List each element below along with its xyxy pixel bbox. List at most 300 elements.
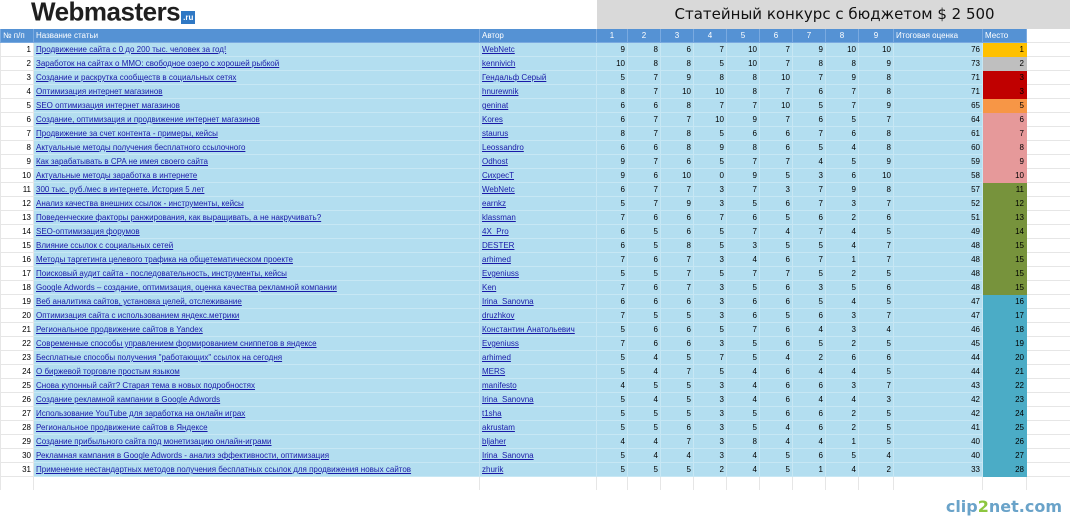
score-cell[interactable]: 6	[859, 281, 894, 295]
score-cell[interactable]: 6	[760, 141, 793, 155]
score-cell[interactable]: 5	[694, 127, 727, 141]
score-cell[interactable]: 9	[793, 43, 826, 57]
author-link[interactable]: Evgeniuss	[482, 269, 519, 278]
total-score[interactable]: 60	[894, 141, 983, 155]
score-cell[interactable]: 8	[661, 239, 694, 253]
article-link[interactable]: Создание, оптимизация и продвижение интернет магазинов	[36, 115, 260, 124]
empty-cell[interactable]	[1027, 239, 1070, 253]
score-cell[interactable]: 5	[661, 393, 694, 407]
author-link[interactable]: MERS	[482, 367, 506, 376]
score-cell[interactable]: 5	[661, 351, 694, 365]
empty-cell[interactable]	[1027, 379, 1070, 393]
score-cell[interactable]: 7	[859, 239, 894, 253]
empty-cell[interactable]	[1027, 463, 1070, 477]
score-cell[interactable]: 3	[694, 309, 727, 323]
article-cell[interactable]	[34, 281, 480, 295]
column-header-score-7[interactable]: 7	[793, 29, 826, 43]
article-link[interactable]: Оптимизация интернет магазинов	[36, 87, 163, 96]
author-cell[interactable]	[480, 85, 597, 99]
total-score[interactable]: 61	[894, 127, 983, 141]
author-cell[interactable]	[480, 463, 597, 477]
score-cell[interactable]: 4	[597, 435, 628, 449]
column-header-score-8[interactable]: 8	[826, 29, 859, 43]
score-cell[interactable]: 7	[793, 183, 826, 197]
author-cell[interactable]	[480, 197, 597, 211]
score-cell[interactable]: 7	[826, 85, 859, 99]
score-cell[interactable]: 8	[859, 71, 894, 85]
article-cell[interactable]	[34, 267, 480, 281]
empty-cell[interactable]	[1027, 99, 1070, 113]
author-cell[interactable]	[480, 141, 597, 155]
score-cell[interactable]: 5	[628, 407, 661, 421]
score-cell[interactable]: 8	[661, 99, 694, 113]
empty-cell[interactable]	[1027, 127, 1070, 141]
place-cell[interactable]: 27	[983, 449, 1027, 463]
empty-cell[interactable]	[1027, 365, 1070, 379]
column-header-score-5[interactable]: 5	[727, 29, 760, 43]
row-number[interactable]: 21	[1, 323, 34, 337]
total-score[interactable]: 51	[894, 211, 983, 225]
score-cell[interactable]: 7	[628, 71, 661, 85]
article-link[interactable]: Региональное продвижение сайтов в Yandex	[36, 325, 203, 334]
score-cell[interactable]: 7	[597, 211, 628, 225]
empty-cell[interactable]	[894, 477, 983, 491]
article-link[interactable]: Заработок на сайтах о ММО: свободное озеро с хорошей рыбкой	[36, 59, 280, 68]
score-cell[interactable]: 5	[859, 407, 894, 421]
score-cell[interactable]: 7	[793, 197, 826, 211]
empty-cell[interactable]	[661, 477, 694, 491]
author-link[interactable]: t1sha	[482, 409, 502, 418]
article-cell[interactable]	[34, 239, 480, 253]
place-cell[interactable]: 2	[983, 57, 1027, 71]
score-cell[interactable]: 7	[694, 211, 727, 225]
article-cell[interactable]	[34, 71, 480, 85]
score-cell[interactable]: 8	[628, 43, 661, 57]
place-cell[interactable]: 26	[983, 435, 1027, 449]
article-link[interactable]: Влияние ссылок с социальных сетей	[36, 241, 174, 250]
score-cell[interactable]: 7	[793, 127, 826, 141]
score-cell[interactable]: 7	[793, 253, 826, 267]
article-cell[interactable]	[34, 113, 480, 127]
place-cell[interactable]: 5	[983, 99, 1027, 113]
empty-cell[interactable]	[480, 477, 597, 491]
score-cell[interactable]: 5	[597, 267, 628, 281]
score-cell[interactable]: 8	[661, 57, 694, 71]
score-cell[interactable]: 4	[727, 253, 760, 267]
score-cell[interactable]: 6	[661, 337, 694, 351]
article-link[interactable]: Создание прибыльного сайта под монетизацию онлайн-играми	[36, 437, 272, 446]
empty-cell[interactable]	[1027, 197, 1070, 211]
total-score[interactable]: 43	[894, 379, 983, 393]
score-cell[interactable]: 7	[859, 253, 894, 267]
score-cell[interactable]: 5	[826, 155, 859, 169]
score-cell[interactable]: 6	[661, 421, 694, 435]
article-cell[interactable]	[34, 225, 480, 239]
author-link[interactable]: druzhkov	[482, 311, 515, 320]
place-cell[interactable]: 3	[983, 71, 1027, 85]
score-cell[interactable]: 10	[727, 57, 760, 71]
score-cell[interactable]: 7	[760, 85, 793, 99]
article-link[interactable]: Применение нестандартных методов получения бесплатных ссылок для продвижения новых сайтов	[36, 465, 412, 474]
score-cell[interactable]: 5	[859, 295, 894, 309]
row-number[interactable]: 30	[1, 449, 34, 463]
score-cell[interactable]: 6	[760, 323, 793, 337]
score-cell[interactable]: 4	[661, 449, 694, 463]
score-cell[interactable]: 5	[661, 463, 694, 477]
row-number[interactable]: 27	[1, 407, 34, 421]
author-link[interactable]: Irina_Sanovna	[482, 451, 534, 460]
place-cell[interactable]: 10	[983, 169, 1027, 183]
place-cell[interactable]: 16	[983, 295, 1027, 309]
article-link[interactable]: Как зарабатывать в CPA не имея своего сайта	[36, 157, 209, 166]
total-score[interactable]: 64	[894, 113, 983, 127]
empty-cell[interactable]	[1027, 57, 1070, 71]
score-cell[interactable]: 5	[597, 393, 628, 407]
score-cell[interactable]: 1	[826, 253, 859, 267]
article-link[interactable]: SEO-оптимизация форумов	[36, 227, 140, 236]
score-cell[interactable]: 6	[760, 365, 793, 379]
score-cell[interactable]: 8	[727, 85, 760, 99]
author-link[interactable]: arhimed	[482, 255, 511, 264]
author-cell[interactable]	[480, 239, 597, 253]
score-cell[interactable]: 5	[597, 351, 628, 365]
article-link[interactable]: Создание и раскрутка сообществ в социальных сетях	[36, 73, 237, 82]
score-cell[interactable]: 4	[793, 155, 826, 169]
score-cell[interactable]: 5	[628, 239, 661, 253]
author-cell[interactable]	[480, 253, 597, 267]
score-cell[interactable]: 5	[859, 267, 894, 281]
empty-cell[interactable]	[694, 477, 727, 491]
empty-cell[interactable]	[983, 477, 1027, 491]
row-number[interactable]: 4	[1, 85, 34, 99]
score-cell[interactable]: 8	[694, 71, 727, 85]
score-cell[interactable]: 10	[694, 85, 727, 99]
total-score[interactable]: 42	[894, 407, 983, 421]
score-cell[interactable]: 6	[760, 379, 793, 393]
score-cell[interactable]: 6	[793, 407, 826, 421]
row-number[interactable]: 8	[1, 141, 34, 155]
article-cell[interactable]	[34, 253, 480, 267]
score-cell[interactable]: 5	[793, 267, 826, 281]
place-cell[interactable]: 19	[983, 337, 1027, 351]
score-cell[interactable]: 9	[597, 169, 628, 183]
article-cell[interactable]	[34, 169, 480, 183]
score-cell[interactable]: 4	[826, 365, 859, 379]
article-link[interactable]: Оптимизация сайта с использованием яндекс.метрики	[36, 311, 240, 320]
score-cell[interactable]: 9	[859, 57, 894, 71]
score-cell[interactable]: 6	[628, 323, 661, 337]
article-cell[interactable]	[34, 183, 480, 197]
column-header-score-6[interactable]: 6	[760, 29, 793, 43]
score-cell[interactable]: 4	[859, 449, 894, 463]
score-cell[interactable]: 4	[727, 449, 760, 463]
score-cell[interactable]: 6	[628, 99, 661, 113]
score-cell[interactable]: 7	[597, 253, 628, 267]
author-link[interactable]: Odhost	[482, 157, 508, 166]
score-cell[interactable]: 7	[661, 183, 694, 197]
place-cell[interactable]: 3	[983, 85, 1027, 99]
total-score[interactable]: 40	[894, 449, 983, 463]
score-cell[interactable]: 5	[859, 435, 894, 449]
score-cell[interactable]: 7	[694, 43, 727, 57]
total-score[interactable]: 59	[894, 155, 983, 169]
author-cell[interactable]	[480, 267, 597, 281]
row-number[interactable]: 5	[1, 99, 34, 113]
score-cell[interactable]: 2	[859, 463, 894, 477]
score-cell[interactable]: 6	[597, 99, 628, 113]
score-cell[interactable]: 5	[826, 281, 859, 295]
score-cell[interactable]: 7	[661, 365, 694, 379]
score-cell[interactable]: 5	[628, 225, 661, 239]
empty-cell[interactable]	[1027, 141, 1070, 155]
score-cell[interactable]: 5	[661, 407, 694, 421]
score-cell[interactable]: 6	[628, 281, 661, 295]
row-number[interactable]: 6	[1, 113, 34, 127]
score-cell[interactable]: 3	[826, 309, 859, 323]
score-cell[interactable]: 5	[694, 267, 727, 281]
article-cell[interactable]	[34, 197, 480, 211]
score-cell[interactable]: 3	[694, 281, 727, 295]
score-cell[interactable]: 3	[793, 281, 826, 295]
score-cell[interactable]: 5	[859, 225, 894, 239]
score-cell[interactable]: 2	[826, 421, 859, 435]
place-cell[interactable]: 12	[983, 197, 1027, 211]
score-cell[interactable]: 5	[597, 449, 628, 463]
total-score[interactable]: 40	[894, 435, 983, 449]
score-cell[interactable]: 7	[628, 127, 661, 141]
article-cell[interactable]	[34, 351, 480, 365]
article-link[interactable]: Актуальные методы получения бесплатного ссылочного	[36, 143, 246, 152]
row-number[interactable]: 22	[1, 337, 34, 351]
score-cell[interactable]: 7	[727, 267, 760, 281]
score-cell[interactable]: 6	[628, 337, 661, 351]
author-cell[interactable]	[480, 295, 597, 309]
score-cell[interactable]: 7	[727, 99, 760, 113]
score-cell[interactable]: 7	[760, 113, 793, 127]
score-cell[interactable]: 6	[859, 211, 894, 225]
score-cell[interactable]: 8	[727, 71, 760, 85]
score-cell[interactable]: 2	[826, 407, 859, 421]
score-cell[interactable]: 3	[694, 407, 727, 421]
score-cell[interactable]: 7	[760, 267, 793, 281]
author-cell[interactable]	[480, 113, 597, 127]
empty-cell[interactable]	[1027, 183, 1070, 197]
empty-cell[interactable]	[1027, 225, 1070, 239]
row-number[interactable]: 28	[1, 421, 34, 435]
score-cell[interactable]: 10	[859, 169, 894, 183]
score-cell[interactable]: 7	[597, 309, 628, 323]
place-cell[interactable]: 28	[983, 463, 1027, 477]
author-link[interactable]: arhimed	[482, 353, 511, 362]
score-cell[interactable]: 10	[760, 71, 793, 85]
place-cell[interactable]: 21	[983, 365, 1027, 379]
article-cell[interactable]	[34, 393, 480, 407]
score-cell[interactable]: 5	[760, 449, 793, 463]
score-cell[interactable]: 7	[694, 99, 727, 113]
score-cell[interactable]: 5	[760, 239, 793, 253]
score-cell[interactable]: 4	[727, 379, 760, 393]
score-cell[interactable]: 5	[597, 365, 628, 379]
empty-cell[interactable]	[1027, 407, 1070, 421]
empty-cell[interactable]	[628, 477, 661, 491]
score-cell[interactable]: 6	[727, 309, 760, 323]
author-cell[interactable]	[480, 43, 597, 57]
author-link[interactable]: СихресТ	[482, 171, 515, 180]
author-link[interactable]: geninat	[482, 101, 509, 110]
article-link[interactable]: Снова купонный сайт? Старая тема в новых подробностях	[36, 381, 256, 390]
column-header-score-9[interactable]: 9	[859, 29, 894, 43]
author-link[interactable]: Константин Анатольевич	[482, 325, 575, 334]
score-cell[interactable]: 8	[597, 85, 628, 99]
score-cell[interactable]: 6	[628, 211, 661, 225]
score-cell[interactable]: 4	[628, 449, 661, 463]
empty-cell[interactable]	[1027, 85, 1070, 99]
score-cell[interactable]: 4	[727, 393, 760, 407]
score-cell[interactable]: 3	[694, 379, 727, 393]
score-cell[interactable]: 8	[661, 141, 694, 155]
score-cell[interactable]: 8	[859, 127, 894, 141]
empty-cell[interactable]	[34, 477, 480, 491]
article-cell[interactable]	[34, 435, 480, 449]
total-score[interactable]: 48	[894, 239, 983, 253]
author-cell[interactable]	[480, 169, 597, 183]
score-cell[interactable]: 4	[793, 365, 826, 379]
article-cell[interactable]	[34, 379, 480, 393]
score-cell[interactable]: 2	[826, 267, 859, 281]
total-score[interactable]: 47	[894, 295, 983, 309]
score-cell[interactable]: 5	[628, 379, 661, 393]
row-number[interactable]: 3	[1, 71, 34, 85]
score-cell[interactable]: 5	[793, 337, 826, 351]
score-cell[interactable]: 3	[694, 183, 727, 197]
author-cell[interactable]	[480, 309, 597, 323]
score-cell[interactable]: 6	[628, 253, 661, 267]
article-link[interactable]: Продвижение сайта с 0 до 200 тыс. человек за год!	[36, 45, 227, 54]
total-score[interactable]: 71	[894, 85, 983, 99]
row-number[interactable]: 24	[1, 365, 34, 379]
place-cell[interactable]: 25	[983, 421, 1027, 435]
author-link[interactable]: staurus	[482, 129, 509, 138]
score-cell[interactable]: 5	[727, 337, 760, 351]
score-cell[interactable]: 9	[661, 197, 694, 211]
empty-cell[interactable]	[1027, 211, 1070, 225]
total-score[interactable]: 44	[894, 351, 983, 365]
article-cell[interactable]	[34, 337, 480, 351]
score-cell[interactable]: 6	[793, 449, 826, 463]
score-cell[interactable]: 6	[760, 127, 793, 141]
article-link[interactable]: Методы таргетинга целевого трафика на общетематическом проекте	[36, 255, 293, 264]
score-cell[interactable]: 10	[760, 99, 793, 113]
score-cell[interactable]: 6	[760, 281, 793, 295]
score-cell[interactable]: 5	[760, 211, 793, 225]
score-cell[interactable]: 3	[694, 393, 727, 407]
author-cell[interactable]	[480, 155, 597, 169]
author-cell[interactable]	[480, 57, 597, 71]
author-cell[interactable]	[480, 449, 597, 463]
score-cell[interactable]: 6	[826, 169, 859, 183]
score-cell[interactable]: 5	[597, 407, 628, 421]
empty-cell[interactable]	[1027, 477, 1070, 491]
logo[interactable]	[1, 1, 597, 29]
score-cell[interactable]: 5	[694, 225, 727, 239]
article-cell[interactable]	[34, 309, 480, 323]
score-cell[interactable]: 7	[597, 281, 628, 295]
column-header-article[interactable]: Название статьи	[34, 29, 480, 43]
score-cell[interactable]: 6	[760, 337, 793, 351]
score-cell[interactable]: 5	[859, 421, 894, 435]
author-link[interactable]: Гендальф Серый	[482, 73, 547, 82]
article-cell[interactable]	[34, 407, 480, 421]
score-cell[interactable]: 3	[826, 197, 859, 211]
author-cell[interactable]	[480, 365, 597, 379]
article-link[interactable]: Бесплатные способы получения "работающих" ссылок на сегодня	[36, 353, 283, 362]
score-cell[interactable]: 5	[628, 463, 661, 477]
row-number[interactable]: 19	[1, 295, 34, 309]
total-score[interactable]: 48	[894, 281, 983, 295]
author-link[interactable]: Irina_Sanovna	[482, 395, 534, 404]
place-cell[interactable]: 15	[983, 239, 1027, 253]
score-cell[interactable]: 9	[727, 169, 760, 183]
author-cell[interactable]	[480, 421, 597, 435]
score-cell[interactable]: 6	[628, 295, 661, 309]
score-cell[interactable]: 5	[727, 407, 760, 421]
column-header-place[interactable]: Место	[983, 29, 1027, 43]
total-score[interactable]: 48	[894, 253, 983, 267]
score-cell[interactable]: 9	[727, 113, 760, 127]
author-link[interactable]: Kores	[482, 115, 503, 124]
total-score[interactable]: 33	[894, 463, 983, 477]
empty-cell[interactable]	[727, 477, 760, 491]
score-cell[interactable]: 4	[826, 141, 859, 155]
score-cell[interactable]: 6	[661, 295, 694, 309]
score-cell[interactable]: 5	[727, 197, 760, 211]
empty-cell[interactable]	[1027, 113, 1070, 127]
author-link[interactable]: zhurik	[482, 465, 504, 474]
author-cell[interactable]	[480, 379, 597, 393]
score-cell[interactable]: 4	[826, 295, 859, 309]
score-cell[interactable]: 5	[628, 267, 661, 281]
article-link[interactable]: О биржевой торговле простым языком	[36, 367, 180, 376]
score-cell[interactable]: 6	[793, 113, 826, 127]
article-link[interactable]: Продвижение за счет контента - примеры, кейсы	[36, 129, 218, 138]
score-cell[interactable]: 6	[826, 351, 859, 365]
score-cell[interactable]: 2	[826, 337, 859, 351]
total-score[interactable]: 48	[894, 267, 983, 281]
article-link[interactable]: Поисковый аудит сайта - последовательность, инструменты, кейсы	[36, 269, 287, 278]
author-cell[interactable]	[480, 281, 597, 295]
article-cell[interactable]	[34, 99, 480, 113]
score-cell[interactable]: 6	[760, 253, 793, 267]
row-number[interactable]: 17	[1, 267, 34, 281]
score-cell[interactable]: 9	[694, 141, 727, 155]
row-number[interactable]: 1	[1, 43, 34, 57]
score-cell[interactable]: 8	[661, 127, 694, 141]
author-cell[interactable]	[480, 225, 597, 239]
row-number[interactable]: 11	[1, 183, 34, 197]
score-cell[interactable]: 4	[826, 463, 859, 477]
author-cell[interactable]	[480, 323, 597, 337]
row-number[interactable]: 15	[1, 239, 34, 253]
score-cell[interactable]: 3	[694, 295, 727, 309]
score-cell[interactable]: 4	[628, 435, 661, 449]
score-cell[interactable]: 7	[793, 71, 826, 85]
score-cell[interactable]: 7	[793, 225, 826, 239]
score-cell[interactable]: 3	[826, 323, 859, 337]
article-link[interactable]: Веб аналитика сайтов, установка целей, отслеживание	[36, 297, 242, 306]
author-cell[interactable]	[480, 351, 597, 365]
score-cell[interactable]: 5	[859, 365, 894, 379]
score-cell[interactable]: 8	[597, 127, 628, 141]
